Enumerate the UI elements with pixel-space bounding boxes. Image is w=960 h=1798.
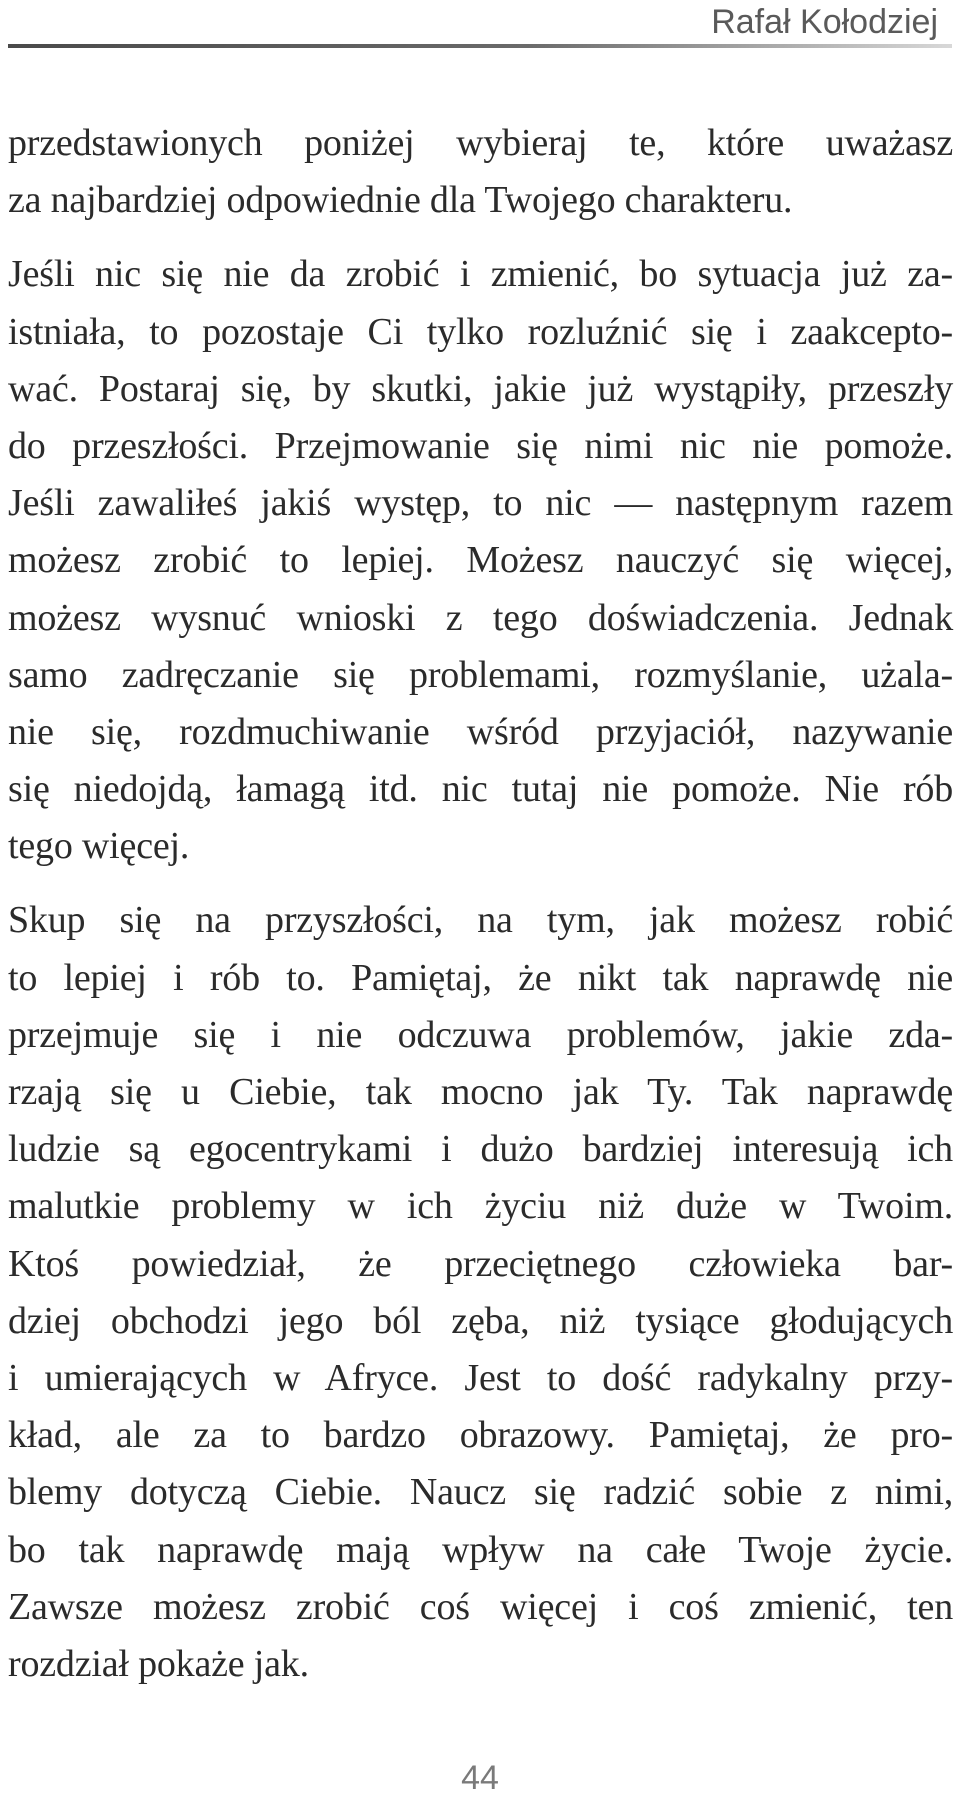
text-line: przedstawionych poniżej wybieraj te, które uważasz xyxy=(8,122,953,164)
text-line: możesz zrobić to lepiej. Możesz nauczyć się więcej, xyxy=(8,539,953,582)
text-line: to lepiej i rób to. Pamiętaj, że nikt tak naprawdę nie xyxy=(8,956,953,999)
text-line: do przeszłości. Przejmowanie się nimi nic nie pomoże. xyxy=(8,424,953,467)
paragraph-2 xyxy=(8,246,953,875)
text-line: wać. Postaraj się, by skutki, jakie już wystąpiły, przeszły xyxy=(8,367,953,410)
paragraph-1 xyxy=(8,115,953,229)
page-number: 44 xyxy=(461,1759,499,1797)
paragraph-3 xyxy=(8,892,953,1693)
text-line: przejmuje się i nie odczuwa problemów, jakie zda- xyxy=(8,1013,953,1056)
text-line: i umierających w Afryce. Jest to dość radykalny przy- xyxy=(8,1356,953,1399)
text-line: Skup się na przyszłości, na tym, jak możesz robić xyxy=(8,899,953,942)
paragraph-gap xyxy=(8,229,953,246)
text-line: się niedojdą, łamagą itd. nic tutaj nie pomoże. Nie rób xyxy=(8,768,953,811)
text-line: Zawsze możesz zrobić coś więcej i coś zmienić, ten xyxy=(8,1585,953,1628)
body-text xyxy=(8,115,953,1693)
text-line: dziej obchodzi jego ból zęba, niż tysiące głodujących xyxy=(8,1299,953,1342)
text-line: istniała, to pozostaje Ci tylko rozluźnić się i zaakcepto- xyxy=(8,310,953,353)
text-line: bo tak naprawdę mają wpływ na całe Twoje życie. xyxy=(8,1528,953,1571)
text-line: ludzie są egocentrykami i dużo bardziej interesują ich xyxy=(8,1128,953,1171)
running-header-author: Rafał Kołodziej xyxy=(711,3,938,41)
text-line: samo zadręczanie się problemami, rozmyślanie, użala- xyxy=(8,653,953,696)
text-line: tego więcej. xyxy=(8,825,190,868)
text-line: Jeśli zawaliłeś jakiś występ, to nic — następnym razem xyxy=(8,482,953,525)
text-line: za najbardziej odpowiednie dla Twojego charakteru. xyxy=(8,179,793,222)
paragraph-gap xyxy=(8,875,953,892)
text-line: kład, ale za to bardzo obrazowy. Pamiętaj, że pro- xyxy=(8,1414,953,1457)
text-line: możesz wysnuć wnioski z tego doświadczenia. Jednak xyxy=(8,596,953,639)
text-line: blemy dotyczą Ciebie. Naucz się radzić sobie z nimi, xyxy=(8,1471,953,1514)
text-line: rzają się u Ciebie, tak mocno jak Ty. Tak naprawdę xyxy=(8,1071,953,1113)
text-line: Ktoś powiedział, że przeciętnego człowieka bar- xyxy=(8,1242,953,1285)
header-rule xyxy=(8,44,952,48)
text-line: malutkie problemy w ich życiu niż duże w Twoim. xyxy=(8,1185,953,1228)
text-line: rozdział pokaże jak. xyxy=(8,1642,309,1685)
text-line: nie się, rozdmuchiwanie wśród przyjaciół, nazywanie xyxy=(8,710,953,753)
text-line: Jeśli nic się nie da zrobić i zmienić, bo sytuacja już za- xyxy=(8,253,953,296)
